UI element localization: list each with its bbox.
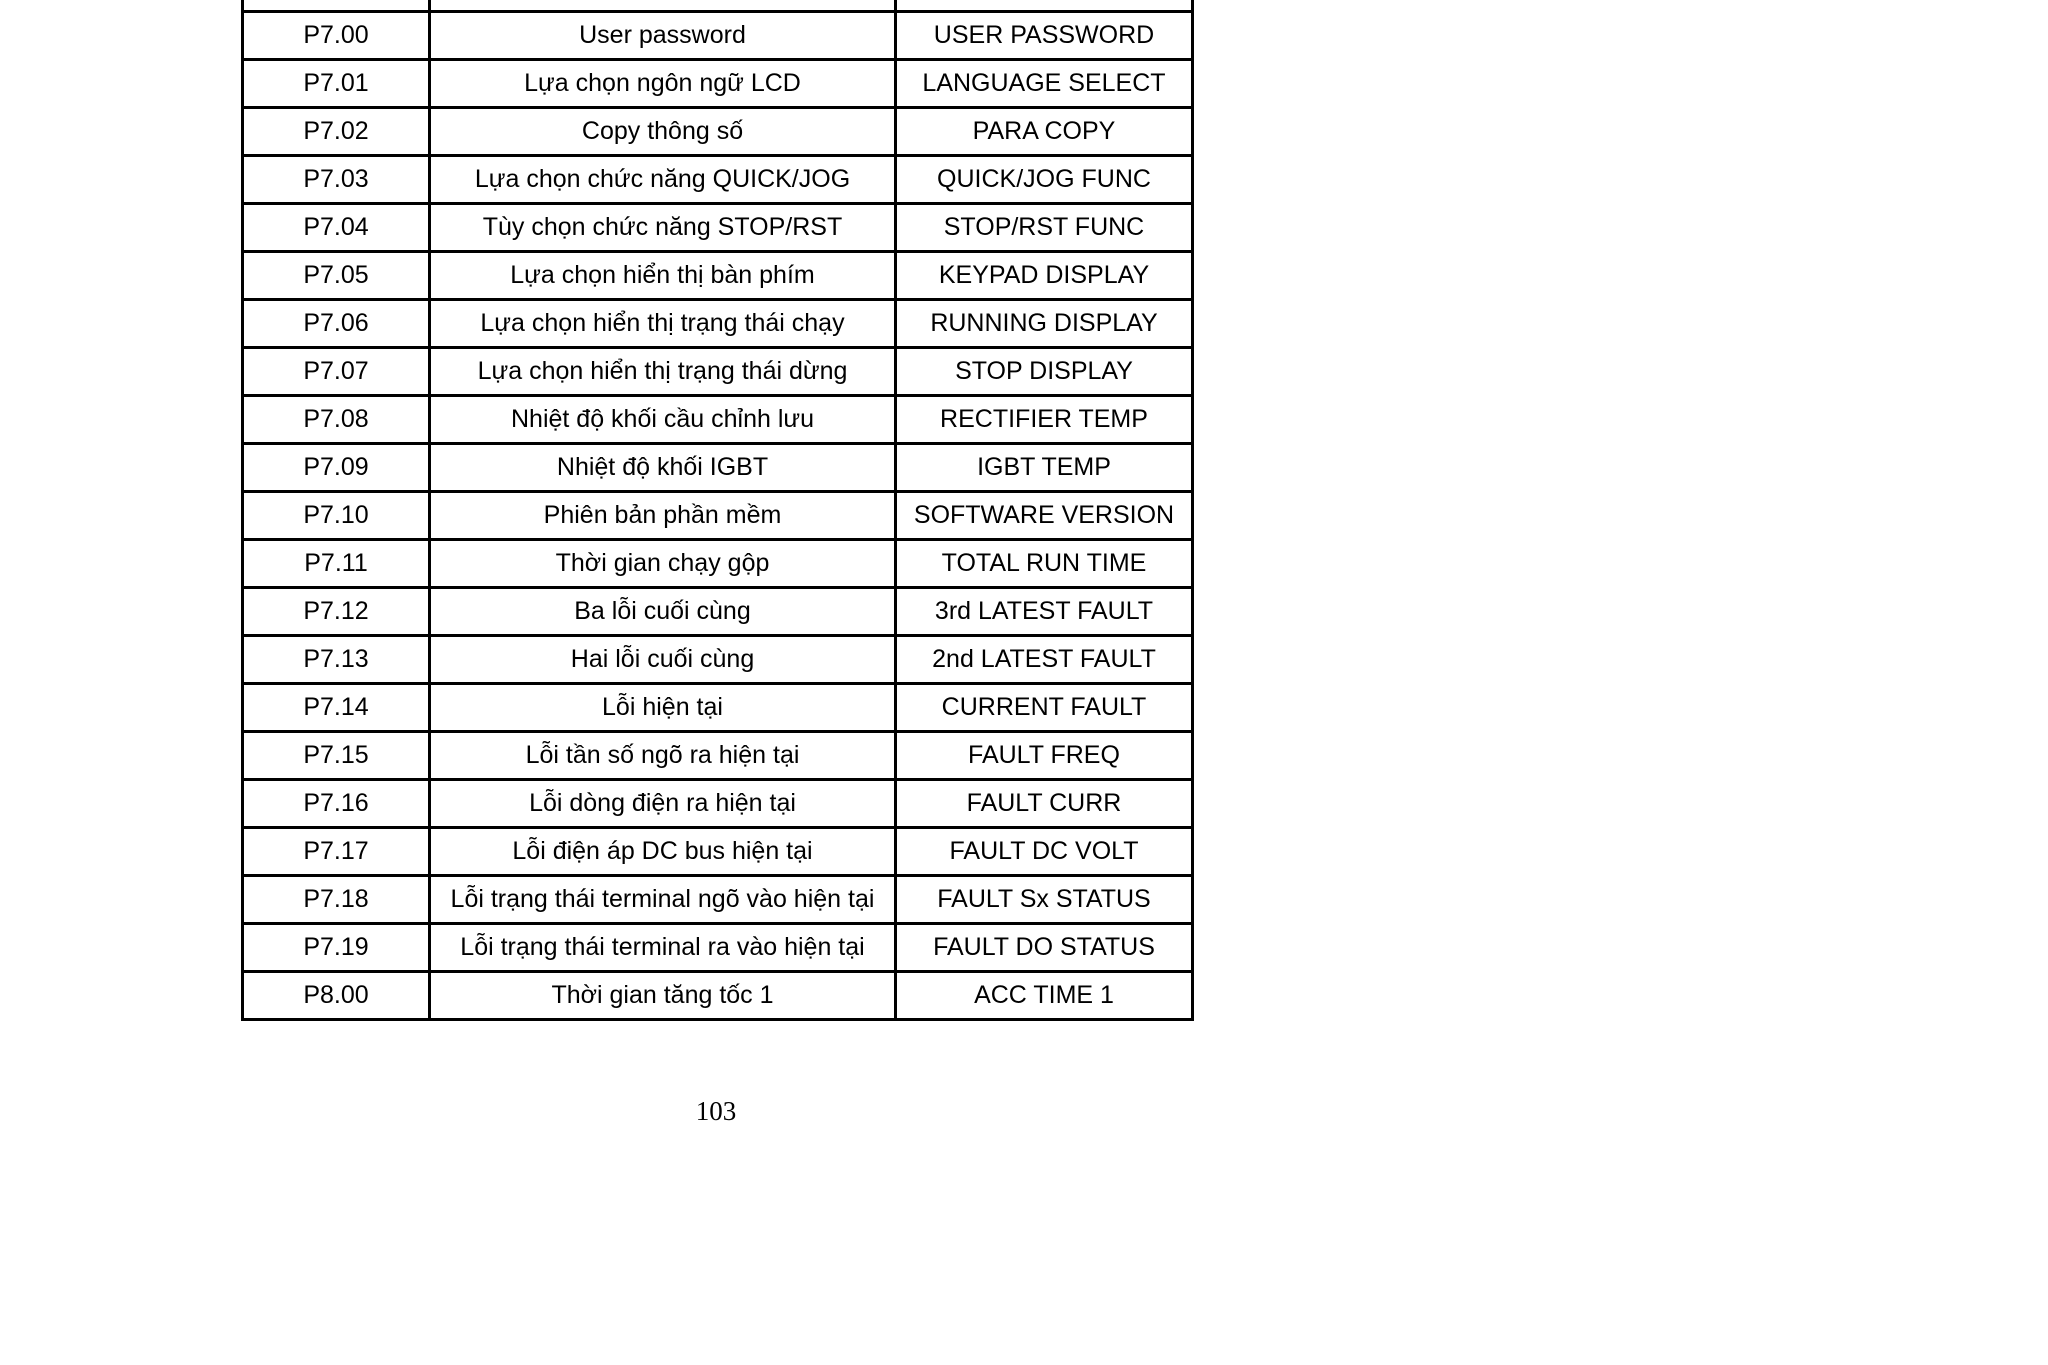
parameter-table <box>241 0 1194 1021</box>
table-row-cut <box>243 0 1193 12</box>
param-name-en: ACC TIME 1 <box>896 972 1193 1020</box>
param-name-vn: Lỗi tần số ngõ ra hiện tại <box>430 732 896 780</box>
param-name-en: KEYPAD DISPLAY <box>896 252 1193 300</box>
param-code: P7.07 <box>243 348 430 396</box>
param-code: P7.19 <box>243 924 430 972</box>
param-name-en: FAULT DO STATUS <box>896 924 1193 972</box>
param-name-vn: Lỗi hiện tại <box>430 684 896 732</box>
param-name-en: FAULT CURR <box>896 780 1193 828</box>
param-name-en: LANGUAGE SELECT <box>896 60 1193 108</box>
param-code: P7.13 <box>243 636 430 684</box>
param-name-vn: Lựa chọn hiển thị trạng thái chạy <box>430 300 896 348</box>
param-name-en: PARA COPY <box>896 108 1193 156</box>
param-code: P7.08 <box>243 396 430 444</box>
table-row <box>243 588 1193 636</box>
table-row <box>243 540 1193 588</box>
param-name-en: USER PASSWORD <box>896 12 1193 60</box>
param-name-en: QUICK/JOG FUNC <box>896 156 1193 204</box>
param-name-vn: Nhiệt độ khối cầu chỉnh lưu <box>430 396 896 444</box>
param-name-vn: Ba lỗi cuối cùng <box>430 588 896 636</box>
table-row <box>243 60 1193 108</box>
param-name-en: FAULT Sx STATUS <box>896 876 1193 924</box>
param-name-en: RECTIFIER TEMP <box>896 396 1193 444</box>
param-name-vn: Thời gian tăng tốc 1 <box>430 972 896 1020</box>
table-row <box>243 444 1193 492</box>
table-row <box>243 252 1193 300</box>
param-name-vn: Lỗi trạng thái terminal ngõ vào hiện tại <box>430 876 896 924</box>
table-row <box>243 828 1193 876</box>
param-name-en: STOP DISPLAY <box>896 348 1193 396</box>
param-name-vn <box>430 0 896 12</box>
param-name-en <box>896 0 1193 12</box>
param-code: P7.06 <box>243 300 430 348</box>
table-row <box>243 780 1193 828</box>
param-code <box>243 0 430 12</box>
param-name-en: SOFTWARE VERSION <box>896 492 1193 540</box>
param-name-vn: Lỗi điện áp DC bus hiện tại <box>430 828 896 876</box>
table-row <box>243 492 1193 540</box>
param-code: P8.00 <box>243 972 430 1020</box>
table-row <box>243 204 1193 252</box>
param-name-vn: Thời gian chạy gộp <box>430 540 896 588</box>
param-name-vn: Hai lỗi cuối cùng <box>430 636 896 684</box>
param-code: P7.17 <box>243 828 430 876</box>
param-code: P7.12 <box>243 588 430 636</box>
parameter-table-body <box>243 0 1193 1020</box>
table-row <box>243 876 1193 924</box>
table-row <box>243 156 1193 204</box>
param-name-vn: Nhiệt độ khối IGBT <box>430 444 896 492</box>
param-name-vn: Lựa chọn hiển thị trạng thái dừng <box>430 348 896 396</box>
param-name-vn: Phiên bản phần mềm <box>430 492 896 540</box>
table-row <box>243 12 1193 60</box>
page-number: 103 <box>695 1096 737 1126</box>
param-code: P7.16 <box>243 780 430 828</box>
param-name-vn: Lỗi trạng thái terminal ra vào hiện tại <box>430 924 896 972</box>
param-code: P7.00 <box>243 12 430 60</box>
table-row <box>243 108 1193 156</box>
table-row <box>243 636 1193 684</box>
param-name-vn: Copy thông số <box>430 108 896 156</box>
param-code: P7.09 <box>243 444 430 492</box>
table-row <box>243 348 1193 396</box>
table-row <box>243 300 1193 348</box>
param-code: P7.10 <box>243 492 430 540</box>
param-code: P7.02 <box>243 108 430 156</box>
param-name-en: RUNNING DISPLAY <box>896 300 1193 348</box>
param-code: P7.01 <box>243 60 430 108</box>
param-name-en: FAULT DC VOLT <box>896 828 1193 876</box>
table-row <box>243 924 1193 972</box>
table-row <box>243 732 1193 780</box>
param-code: P7.05 <box>243 252 430 300</box>
param-code: P7.18 <box>243 876 430 924</box>
param-code: P7.15 <box>243 732 430 780</box>
param-name-vn: Lỗi dòng điện ra hiện tại <box>430 780 896 828</box>
param-name-vn: Lựa chọn ngôn ngữ LCD <box>430 60 896 108</box>
param-name-vn: User password <box>430 12 896 60</box>
param-name-en: FAULT FREQ <box>896 732 1193 780</box>
param-code: P7.03 <box>243 156 430 204</box>
table-row <box>243 972 1193 1020</box>
param-name-vn: Lựa chọn chức năng QUICK/JOG <box>430 156 896 204</box>
param-name-en: 2nd LATEST FAULT <box>896 636 1193 684</box>
param-name-en: IGBT TEMP <box>896 444 1193 492</box>
param-name-vn: Tùy chọn chức năng STOP/RST <box>430 204 896 252</box>
param-name-en: 3rd LATEST FAULT <box>896 588 1193 636</box>
param-code: P7.14 <box>243 684 430 732</box>
param-name-en: CURRENT FAULT <box>896 684 1193 732</box>
param-code: P7.11 <box>243 540 430 588</box>
param-name-en: TOTAL RUN TIME <box>896 540 1193 588</box>
param-name-vn: Lựa chọn hiển thị bàn phím <box>430 252 896 300</box>
param-code: P7.04 <box>243 204 430 252</box>
table-row <box>243 684 1193 732</box>
param-name-en: STOP/RST FUNC <box>896 204 1193 252</box>
table-row <box>243 396 1193 444</box>
